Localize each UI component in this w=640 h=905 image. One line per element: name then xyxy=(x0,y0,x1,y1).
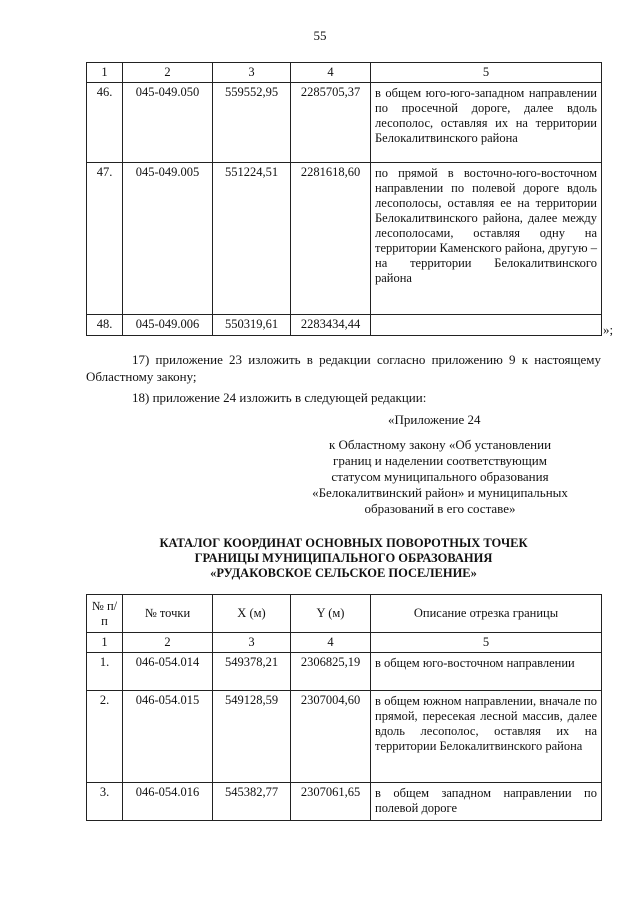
segment-description xyxy=(371,315,602,336)
table-row xyxy=(87,163,602,315)
appendix-line: «Белокалитвинский район» и муниципальных xyxy=(312,485,568,500)
coordinates-table-continued xyxy=(86,62,602,336)
row-number: 3. xyxy=(87,783,123,821)
catalog-title-line: «РУДАКОВСКОЕ СЕЛЬСКОЕ ПОСЕЛЕНИЕ» xyxy=(210,566,477,580)
point-id: 046-054.014 xyxy=(123,653,213,691)
row-number: 47. xyxy=(87,163,123,315)
column-number: 4 xyxy=(291,63,371,83)
paragraph-18-text: 18) приложение 24 изложить в следующей редакции: xyxy=(132,390,427,405)
column-header: X (м) xyxy=(213,595,291,633)
appendix-subtitle xyxy=(290,437,590,517)
column-number: 4 xyxy=(291,633,371,653)
column-header: № точки xyxy=(123,595,213,633)
column-header: Описание отрезка границы xyxy=(371,595,602,633)
column-number: 5 xyxy=(371,63,602,83)
appendix-line: образований в его составе» xyxy=(364,501,516,516)
catalog-title-line: КАТАЛОГ КООРДИНАТ ОСНОВНЫХ ПОВОРОТНЫХ ТОЧЕК xyxy=(159,536,528,550)
y-coordinate: 2307061,65 xyxy=(291,783,371,821)
table-header-row xyxy=(87,63,602,83)
y-coordinate: 2307004,60 xyxy=(291,691,371,783)
paragraph-18 xyxy=(86,389,601,406)
x-coordinate: 551224,51 xyxy=(213,163,291,315)
column-header: Y (м) xyxy=(291,595,371,633)
segment-description: в общем юго-юго-западном направлении по просечной дороге, далее вдоль лесополос, оставляя их на территории Белокалитвинского района xyxy=(371,83,602,163)
x-coordinate: 559552,95 xyxy=(213,83,291,163)
column-number: 1 xyxy=(87,63,123,83)
segment-description: в общем юго-восточном направлении xyxy=(371,653,602,691)
point-id: 045-049.006 xyxy=(123,315,213,336)
paragraph-17-text: 17) приложение 23 изложить в редакции согласно приложению 9 к настоящему Областному закону; xyxy=(86,352,601,384)
point-id: 045-049.005 xyxy=(123,163,213,315)
row-number: 1. xyxy=(87,653,123,691)
appendix-line: границ и наделении соответствующим xyxy=(333,453,547,468)
row-number: 48. xyxy=(87,315,123,336)
column-header: № п/п xyxy=(87,595,123,633)
y-coordinate: 2285705,37 xyxy=(291,83,371,163)
x-coordinate: 549128,59 xyxy=(213,691,291,783)
column-number: 2 xyxy=(123,63,213,83)
point-id: 045-049.050 xyxy=(123,83,213,163)
catalog-title xyxy=(86,536,601,581)
point-id: 046-054.016 xyxy=(123,783,213,821)
column-number: 5 xyxy=(371,633,602,653)
x-coordinate: 550319,61 xyxy=(213,315,291,336)
y-coordinate: 2281618,60 xyxy=(291,163,371,315)
row-number: 2. xyxy=(87,691,123,783)
column-number: 1 xyxy=(87,633,123,653)
x-coordinate: 549378,21 xyxy=(213,653,291,691)
paragraph-17 xyxy=(86,351,601,385)
appendix-line: статусом муниципального образования xyxy=(331,469,549,484)
table-header-row xyxy=(87,595,602,633)
column-number: 3 xyxy=(213,63,291,83)
row-number: 46. xyxy=(87,83,123,163)
segment-description: по прямой в восточно-юго-восточном направлении по полевой дороге вдоль лесополосы, оставляя ее на территории Белокалитвинского района, далее между лесополосами, оставляя одну на территории Каменского района, другую – на территории Белокалитвинского района xyxy=(371,163,602,315)
catalog-title-line: ГРАНИЦЫ МУНИЦИПАЛЬНОГО ОБРАЗОВАНИЯ xyxy=(194,551,493,565)
table-row xyxy=(87,691,602,783)
coordinates-table xyxy=(86,594,602,821)
appendix-line: к Областному закону «Об установлении xyxy=(328,437,552,452)
segment-description: в общем западном направлении по полевой дороге xyxy=(371,783,602,821)
segment-description: в общем южном направлении, вначале по прямой, пересекая лесной массив, далее вдоль лесополос, оставляя их на территории Белокалитвинского района xyxy=(371,691,602,783)
column-number: 3 xyxy=(213,633,291,653)
point-id: 046-054.015 xyxy=(123,691,213,783)
y-coordinate: 2283434,44 xyxy=(291,315,371,336)
y-coordinate: 2306825,19 xyxy=(291,653,371,691)
column-number: 2 xyxy=(123,633,213,653)
x-coordinate: 545382,77 xyxy=(213,783,291,821)
table-row xyxy=(87,783,602,821)
appendix-title: «Приложение 24 xyxy=(388,412,481,427)
closing-quote: »; xyxy=(603,322,614,337)
table-row xyxy=(87,315,602,336)
column-number-row xyxy=(87,633,602,653)
page-number: 55 xyxy=(313,28,327,43)
table-row xyxy=(87,83,602,163)
table-row xyxy=(87,653,602,691)
